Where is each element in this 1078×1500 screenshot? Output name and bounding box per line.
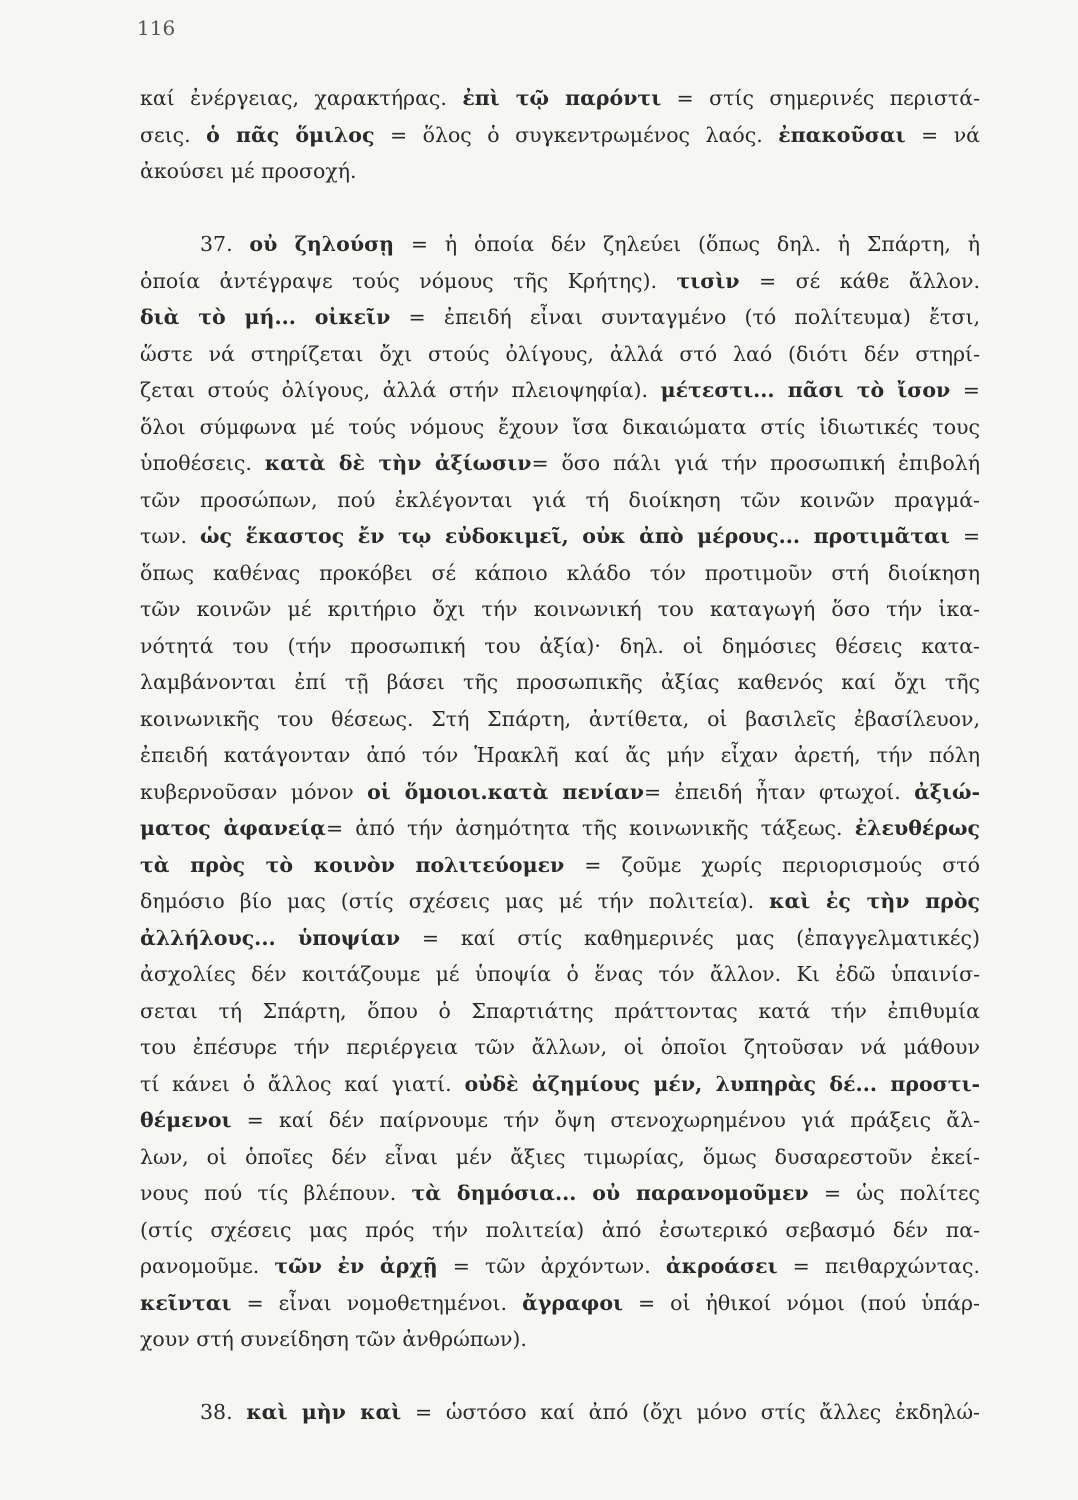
gloss-text: = ζοῦμε χωρίς περιορισμούς στό <box>564 852 980 877</box>
lemma-term: ἀξιώ- <box>914 779 980 804</box>
gloss-text: = ὡς πολίτες <box>808 1181 980 1205</box>
gloss-text: του ἐπέσυρε τήν περιέργεια τῶν ἄλλων, οἱ ὁποῖοι ζητοῦσαν νά μάθουν <box>140 1035 980 1059</box>
gloss-text: των. <box>140 524 200 548</box>
gloss-text: σεις. <box>140 122 207 147</box>
gloss-text: = ὡστόσο καί ἀπό (ὄχι μόνο στίς ἄλλες ἐκδηλώ- <box>401 1400 980 1424</box>
gloss-text: = ἀπό τήν ἀσημότητα τῆς κοινωνικῆς τάξεως. <box>325 816 855 840</box>
text-line <box>140 956 980 993</box>
text-line <box>140 263 980 300</box>
gloss-text: = καί στίς καθημερινές μας (ἐπαγγελματικές) <box>400 925 980 950</box>
text-line <box>140 1321 980 1358</box>
text-line <box>140 336 980 373</box>
text-line <box>140 299 980 336</box>
gloss-text: ὥστε νά στηρίζεται ὄχι στούς ὀλίγους, ἀλλά στό λαό (διότι δέν στηρί- <box>140 341 980 366</box>
gloss-text: = νά <box>905 122 980 147</box>
gloss-text: λων, οἱ ὁποῖες δέν εἶναι μέν ἄξιες τιμωρίας, ὅμως δυσαρεστοῦν ἐκεί- <box>140 1144 980 1169</box>
text-line <box>140 1139 980 1176</box>
gloss-text: = ἐπειδή εἶναι συνταγμένο (τό πολίτευμα) ἔτσι, <box>390 305 980 329</box>
text-line <box>140 372 980 409</box>
text-line <box>140 810 980 847</box>
lemma-term: οὐ ζηλούσῃ <box>249 232 395 256</box>
gloss-text: = οἱ ἠθικοί νόμοι (πού ὑπάρ- <box>622 1290 980 1315</box>
lemma-term: θέμενοι <box>140 1108 232 1132</box>
gloss-text: ζεται στούς ὀλίγους, ἀλλά στήν πλειοψηφία). <box>140 378 661 402</box>
text-line <box>140 555 980 592</box>
gloss-text: ἀσχολίες δέν κοιτάζουμε μέ ὑποψία ὁ ἕνας τόν ἄλλον. Κι ἐδῶ ὑπαινίσ- <box>140 962 980 986</box>
text-line <box>140 920 980 957</box>
commentary-text <box>140 80 980 1431</box>
text-line <box>140 226 980 263</box>
gloss-text: = καί δέν παίρνουμε τήν ὄψη στενοχωρημένου γιά πράξεις ἄλ- <box>231 1108 980 1132</box>
gloss-text: ὅπως καθένας προκόβει σέ κάποιο κλάδο τόν προτιμοῦν στή διοίκηση <box>140 560 980 585</box>
gloss-text: = σέ κάθε ἄλλον. <box>739 268 980 293</box>
gloss-text: δημόσιο βίο μας (στίς σχέσεις μας μέ τήν πολιτεία). <box>140 889 770 913</box>
gloss-text: (στίς σχέσεις μας πρός τήν πολιτεία) ἀπό ἐσωτερικό σεβασμό δέν πα- <box>140 1217 980 1242</box>
lemma-term: καὶ ἐς τὴν πρὸς <box>769 889 980 913</box>
text-line <box>140 1175 980 1212</box>
text-line <box>140 774 980 811</box>
lemma-term: μέτεστι... πᾶσι τὸ ἴσον <box>660 378 951 402</box>
text-line <box>140 1029 980 1066</box>
text-line <box>140 664 980 701</box>
lemma-term: τισὶν <box>676 268 740 293</box>
lemma-term: καὶ μὴν καὶ <box>246 1400 402 1424</box>
gloss-text: = <box>949 524 980 548</box>
text-line <box>140 117 980 154</box>
gloss-text: χουν στή συνείδηση τῶν ἀνθρώπων). <box>140 1327 527 1351</box>
text-line <box>140 1248 980 1285</box>
text-line <box>140 1394 980 1431</box>
text-line <box>140 482 980 519</box>
lemma-term: ἀκροάσει <box>665 1254 778 1278</box>
gloss-text: = πειθαρχώντας. <box>777 1254 980 1278</box>
text-line <box>140 628 980 665</box>
text-line <box>140 1212 980 1249</box>
gloss-text: νους πού τίς βλέπουν. <box>140 1181 412 1205</box>
gloss-text: λαμβάνονται ἐπί τῇ βάσει τῆς προσωπικῆς ἀξίας καθενός καί ὄχι τῆς <box>140 670 980 694</box>
text-line <box>140 993 980 1030</box>
gloss-text: = ἡ ὁποία δέν ζηλεύει (ὅπως δηλ. ἡ Σπάρτη, ἡ <box>394 232 980 256</box>
gloss-text: = ὅλος ὁ συγκεντρωμένος λαός. <box>374 122 779 147</box>
gloss-text: = εἶναι νομοθετημένοι. <box>231 1290 523 1315</box>
gloss-text: = <box>950 378 980 402</box>
paragraph-gap <box>140 1358 980 1395</box>
lemma-term: τὰ δημόσια... οὐ παρανομοῦμεν <box>411 1181 809 1205</box>
text-line <box>140 883 980 920</box>
gloss-text: = στίς σημερινές περιστά- <box>661 86 981 110</box>
gloss-text: τῶν προσώπων, πού ἐκλέγονται γιά τή διοίκηση τῶν κοινῶν πραγμά- <box>140 487 980 512</box>
gloss-text: = ὅσο πάλι γιά τήν προσωπική ἐπιβολή <box>531 451 980 475</box>
page-number: 116 <box>137 16 176 40</box>
text-line <box>140 701 980 738</box>
gloss-text: τί κάνει ὁ ἄλλος καί γιατί. <box>140 1071 465 1096</box>
gloss-text: κυβερνοῦσαν μόνον <box>140 779 368 804</box>
text-line <box>140 591 980 628</box>
lemma-term: ἐπὶ τῷ παρόντι <box>462 86 662 110</box>
gloss-text: τῶν κοινῶν μέ κριτήριο ὄχι τήν κοινωνική του καταγωγή ὅσο τήν ἱκα- <box>140 597 980 621</box>
gloss-text: κοινωνικῆς του θέσεως. Στή Σπάρτη, ἀντίθετα, οἱ βασιλεῖς ἐβασίλευον, <box>140 706 980 731</box>
lemma-term: ἄγραφοι <box>522 1290 623 1315</box>
text-line <box>140 1066 980 1103</box>
lemma-term: ματος ἀφανείᾳ <box>140 816 326 840</box>
text-line <box>140 153 980 190</box>
text-line <box>140 445 980 482</box>
text-line <box>140 737 980 774</box>
text-line <box>140 80 980 117</box>
lemma-term: οἱ ὅμοιοι.κατὰ πενίαν <box>367 779 644 804</box>
lemma-term: ἐπακοῦσαι <box>778 122 906 147</box>
gloss-text: ρανομοῦμε. <box>140 1254 275 1278</box>
text-line <box>140 409 980 446</box>
lemma-term: κατὰ δὲ τὴν ἀξίωσιν <box>264 451 532 475</box>
gloss-text: ὅλοι σύμφωνα μέ τούς νόμους ἔχουν ἴσα δικαιώματα στίς ἰδιωτικές τους <box>140 414 980 439</box>
gloss-text: ὁποία ἀντέγραψε τούς νόμους τῆς Κρήτης). <box>140 268 677 293</box>
lemma-term: οὐδὲ ἀζημίους μέν, λυπηρὰς δέ... προστι- <box>464 1071 980 1096</box>
gloss-text: ἀκούσει μέ προσοχή. <box>140 159 357 183</box>
gloss-text: ὑποθέσεις. <box>140 451 265 475</box>
lemma-term: ὡς ἕκαστος ἔν τῳ εὐδοκιμεῖ, οὐκ ἀπὸ μέρους... προτιμᾶται <box>199 524 950 548</box>
lemma-term: ὁ πᾶς ὅμιλος <box>206 122 375 147</box>
gloss-text: καί ἐνέργειας, χαρακτήρας. <box>140 86 463 110</box>
gloss-text: νότητά του (τήν προσωπική του ἀξία)· δηλ. οἱ δημόσιες θέσεις κατα- <box>140 633 980 658</box>
text-line <box>140 1285 980 1322</box>
text-line <box>140 518 980 555</box>
text-line <box>140 1102 980 1139</box>
lemma-term: κεῖνται <box>140 1290 232 1315</box>
lemma-term: διὰ τὸ μή... οἰκεῖν <box>140 305 391 329</box>
lemma-term: τὰ πρὸς τὸ κοινὸν πολιτεύομεν <box>140 852 565 877</box>
lemma-term: τῶν ἐν ἀρχῇ <box>274 1254 438 1278</box>
gloss-text: 38. <box>200 1400 247 1424</box>
gloss-text: σεται τή Σπάρτη, ὅπου ὁ Σπαρτιάτης πράττοντας κατά τήν ἐπιθυμία <box>140 998 980 1023</box>
lemma-term: ἐλευθέρως <box>854 816 980 840</box>
lemma-term: ἀλλήλους... ὑποψίαν <box>140 925 401 950</box>
paragraph-gap <box>140 190 980 227</box>
gloss-text: = τῶν ἀρχόντων. <box>437 1254 666 1278</box>
gloss-text: ἐπειδή κατάγονταν ἀπό τόν Ἡρακλῆ καί ἄς μήν εἶχαν ἀρετή, τήν πόλη <box>140 743 980 767</box>
gloss-text: 37. <box>200 232 250 256</box>
gloss-text: = ἐπειδή ἦταν φτωχοί. <box>643 779 915 804</box>
text-line <box>140 847 980 884</box>
